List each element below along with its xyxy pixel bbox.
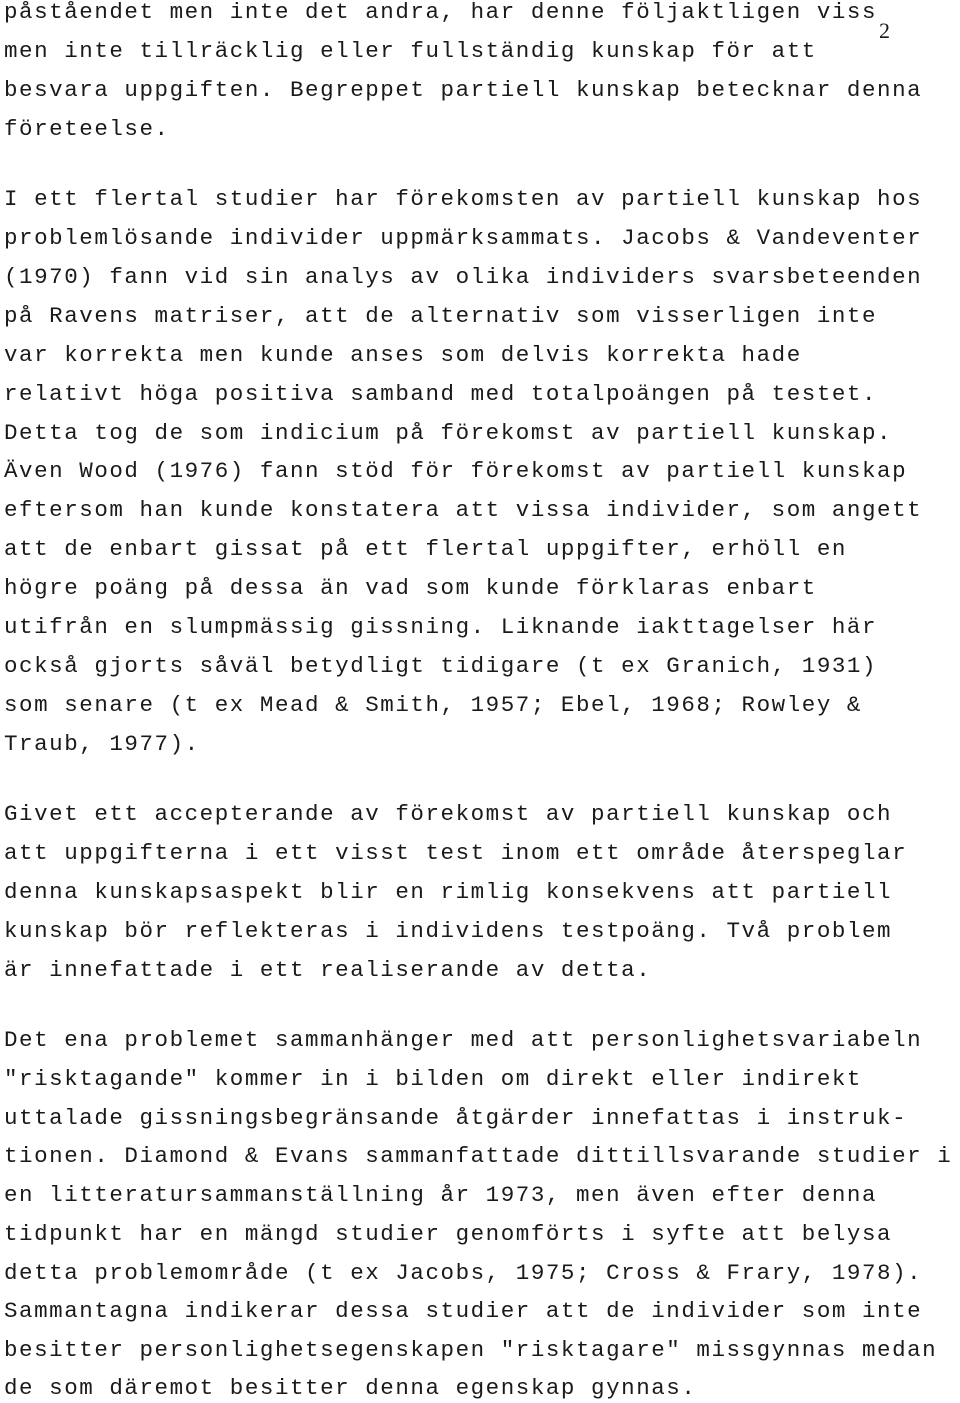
text-line: denna kunskapsaspekt blir en rimlig konsekvens att partiell <box>4 879 893 905</box>
text-line: är innefattade i ett realiserande av detta. <box>4 957 652 983</box>
text-line: tionen. Diamond & Evans sammanfattade dittillsvarande studier i <box>4 1143 953 1169</box>
text-line: uttalade gissningsbegränsande åtgärder innefattas i instruk- <box>4 1105 908 1131</box>
text-line: detta problemområde (t ex Jacobs, 1975; Cross & Frary, 1978). <box>4 1260 923 1286</box>
text-line: Även Wood (1976) fann stöd för förekomst av partiell kunskap <box>4 458 908 484</box>
text-line: också gjorts såväl betydligt tidigare (t ex Granich, 1931) <box>4 653 878 679</box>
text-line: Traub, 1977). <box>4 731 200 757</box>
text-line: att de enbart gissat på ett flertal uppgifter, erhöll en <box>4 536 847 562</box>
text-line: påståendet men inte det andra, har denne följaktligen viss <box>4 0 878 25</box>
text-line: som senare (t ex Mead & Smith, 1957; Ebel, 1968; Rowley & <box>4 692 862 718</box>
text-line: I ett flertal studier har förekomsten av partiell kunskap hos <box>4 186 923 212</box>
text-line: (1970) fann vid sin analys av olika individers svarsbeteenden <box>4 264 923 290</box>
text-line: högre poäng på dessa än vad som kunde förklaras enbart <box>4 575 817 601</box>
text-line: relativt höga positiva samband med totalpoängen på testet. <box>4 381 878 407</box>
text-line: besitter personlighetsegenskapen "risktagare" missgynnas medan <box>4 1337 938 1363</box>
text-line: utifrån en slumpmässig gissning. Liknande iakttagelser här <box>4 614 878 640</box>
text-line: kunskap bör reflekteras i individens testpoäng. Två problem <box>4 918 893 944</box>
text-line: Detta tog de som indicium på förekomst av partiell kunskap. <box>4 420 893 446</box>
text-line: besvara uppgiften. Begreppet partiell kunskap betecknar denna <box>4 77 923 103</box>
text-line: på Ravens matriser, att de alternativ som visserligen inte <box>4 303 878 329</box>
text-line: tidpunkt har en mängd studier genomförts i syfte att belysa <box>4 1221 893 1247</box>
text-line: företeelse. <box>4 116 170 142</box>
text-line: problemlösande individer uppmärksammats. Jacobs & Vandeventer <box>4 225 923 251</box>
text-line: Sammantagna indikerar dessa studier att de individer som inte <box>4 1298 923 1324</box>
text-line: att uppgifterna i ett visst test inom ett område återspeglar <box>4 840 908 866</box>
text-line: de som däremot besitter denna egenskap gynnas. <box>4 1375 697 1401</box>
text-line: en litteratursammanställning år 1973, men även efter denna <box>4 1182 878 1208</box>
text-line: eftersom han kunde konstatera att vissa individer, som angett <box>4 497 923 523</box>
text-line: men inte tillräcklig eller fullständig kunskap för att <box>4 38 817 64</box>
text-line: var korrekta men kunde anses som delvis korrekta hade <box>4 342 802 368</box>
text-line: "risktagande" kommer in i bilden om direkt eller indirekt <box>4 1066 862 1092</box>
text-line: Givet ett accepterande av förekomst av partiell kunskap och <box>4 801 893 827</box>
text-line: Det ena problemet sammanhänger med att personlighetsvariabeln <box>4 1027 923 1053</box>
page-number: 2 <box>879 18 890 43</box>
